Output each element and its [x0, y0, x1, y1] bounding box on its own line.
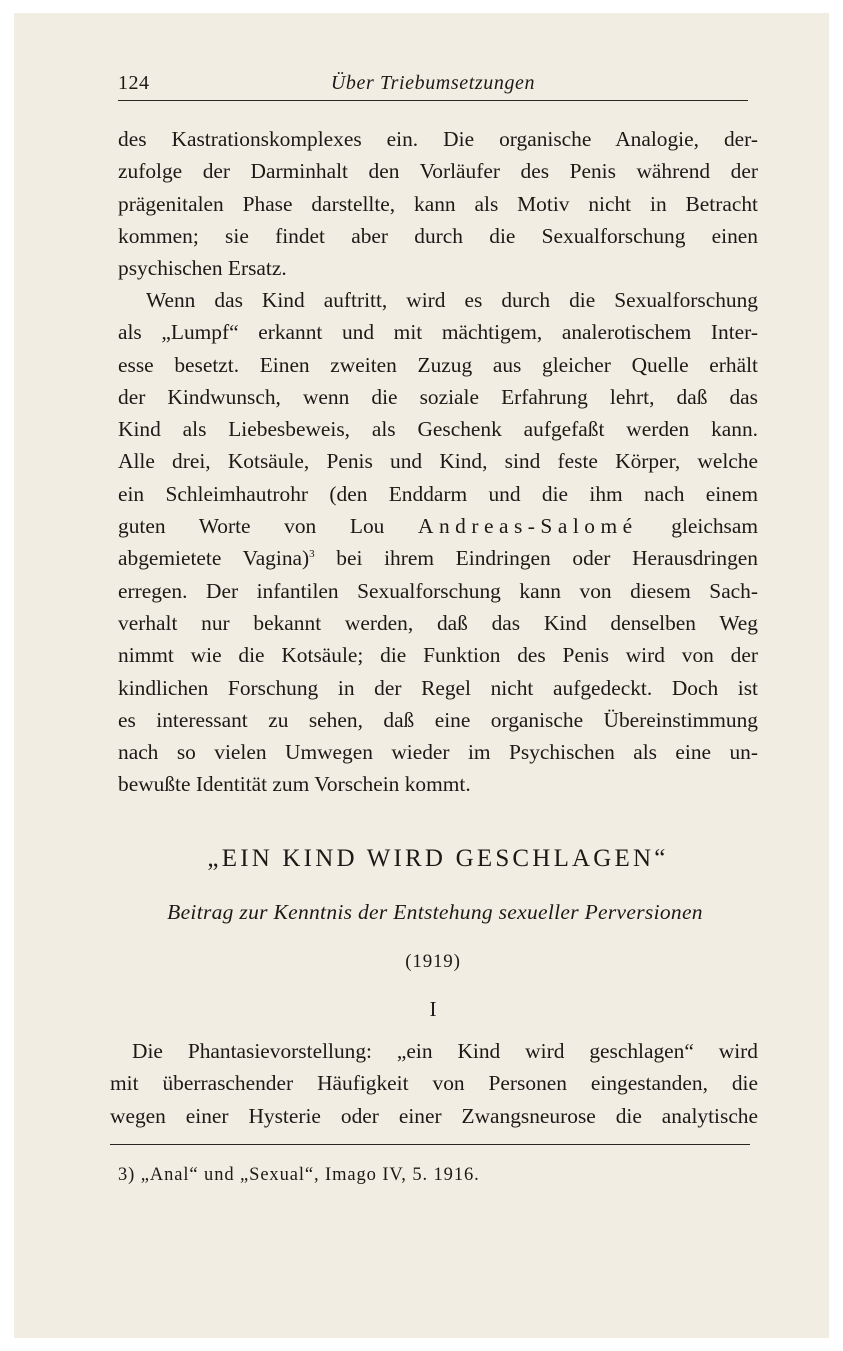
text-line: esse besetzt. Einen zweiten Zuzug aus gleicher Quelle erhält: [118, 352, 758, 377]
footnote: 3) „Anal“ und „Sexual“, Imago IV, 5. 1916.: [118, 1165, 480, 1185]
text-line: psychischen Ersatz.: [118, 256, 287, 281]
essay-subtitle: Beitrag zur Kenntnis der Entstehung sexueller Perversionen: [167, 900, 703, 924]
text-line: prägenitalen Phase darstellte, kann als Motiv nicht in Betracht: [118, 191, 758, 216]
text-line: zufolge der Darminhalt den Vorläufer des Penis während der: [118, 159, 758, 184]
text-fragment: abgemietete Vagina): [118, 546, 310, 571]
text-line: ein Schleimhautrohr (den Enddarm und die ihm nach einem: [118, 481, 758, 506]
paragraph-continuation: [118, 123, 758, 284]
essay-title: „EIN KIND WIRD GESCHLAGEN“: [207, 845, 669, 872]
text-line: mit überraschender Häufigkeit von Personen eingestanden, die: [110, 1071, 758, 1096]
text-line: es interessant zu sehen, daß eine organische Übereinstimmung: [118, 707, 758, 732]
text-line: bewußte Identität zum Vorschein kommt.: [118, 772, 471, 797]
text-line: der Kindwunsch, wenn die soziale Erfahrung lehrt, daß das: [118, 384, 758, 409]
text-line: [118, 542, 758, 574]
footnote-reference: 3: [309, 548, 315, 561]
text-line: Die Phantasievorstellung: „ein Kind wird geschlagen“ wird: [132, 1039, 758, 1063]
author-name-spaced: Andreas-Salomé: [418, 514, 638, 539]
text-line: [118, 510, 758, 542]
footnote-rule: [110, 1144, 750, 1145]
running-title: Über Triebumsetzungen: [330, 72, 536, 94]
text-line: des Kastrationskomplexes ein. Die organische Analogie, der-: [118, 127, 758, 151]
text-line: nach so vielen Umwegen wieder im Psychischen als eine un-: [118, 740, 758, 765]
text-line: erregen. Der infantilen Sexualforschung kann von diesem Sach-: [118, 578, 758, 603]
text-line: Wenn das Kind auftritt, wird es durch die Sexualforschung: [146, 288, 758, 312]
text-fragment: guten Worte von Lou: [118, 514, 385, 539]
header-rule: [118, 100, 748, 101]
text-fragment: bei ihrem Eindringen oder Herausdringen: [314, 546, 758, 571]
text-line: als „Lumpf“ erkannt und mit mächtigem, analerotischem Inter-: [118, 320, 758, 345]
text-line: verhalt nur bekannt werden, daß das Kind denselben Weg: [118, 610, 758, 635]
text-line: Alle drei, Kotsäule, Penis und Kind, sind feste Körper, welche: [118, 449, 758, 474]
text-line: Kind als Liebesbeweis, als Geschenk aufgefaßt werden kann.: [118, 417, 758, 442]
text-line: kindlichen Forschung in der Regel nicht aufgedeckt. Doch ist: [118, 675, 758, 700]
text-fragment: gleichsam: [671, 514, 758, 539]
text-line: wegen einer Hysterie oder einer Zwangsneurose die analytische: [110, 1103, 758, 1128]
paragraph-section-one: [110, 1035, 758, 1132]
section-numeral: I: [429, 997, 437, 1021]
text-line: kommen; sie findet aber durch die Sexualforschung einen: [118, 223, 758, 248]
paragraph-kind: [118, 284, 758, 801]
running-header: [118, 72, 748, 98]
page-number: 124: [118, 72, 150, 94]
text-line: nimmt wie die Kotsäule; die Funktion des Penis wird von der: [118, 643, 758, 668]
essay-year: (1919): [405, 951, 461, 972]
